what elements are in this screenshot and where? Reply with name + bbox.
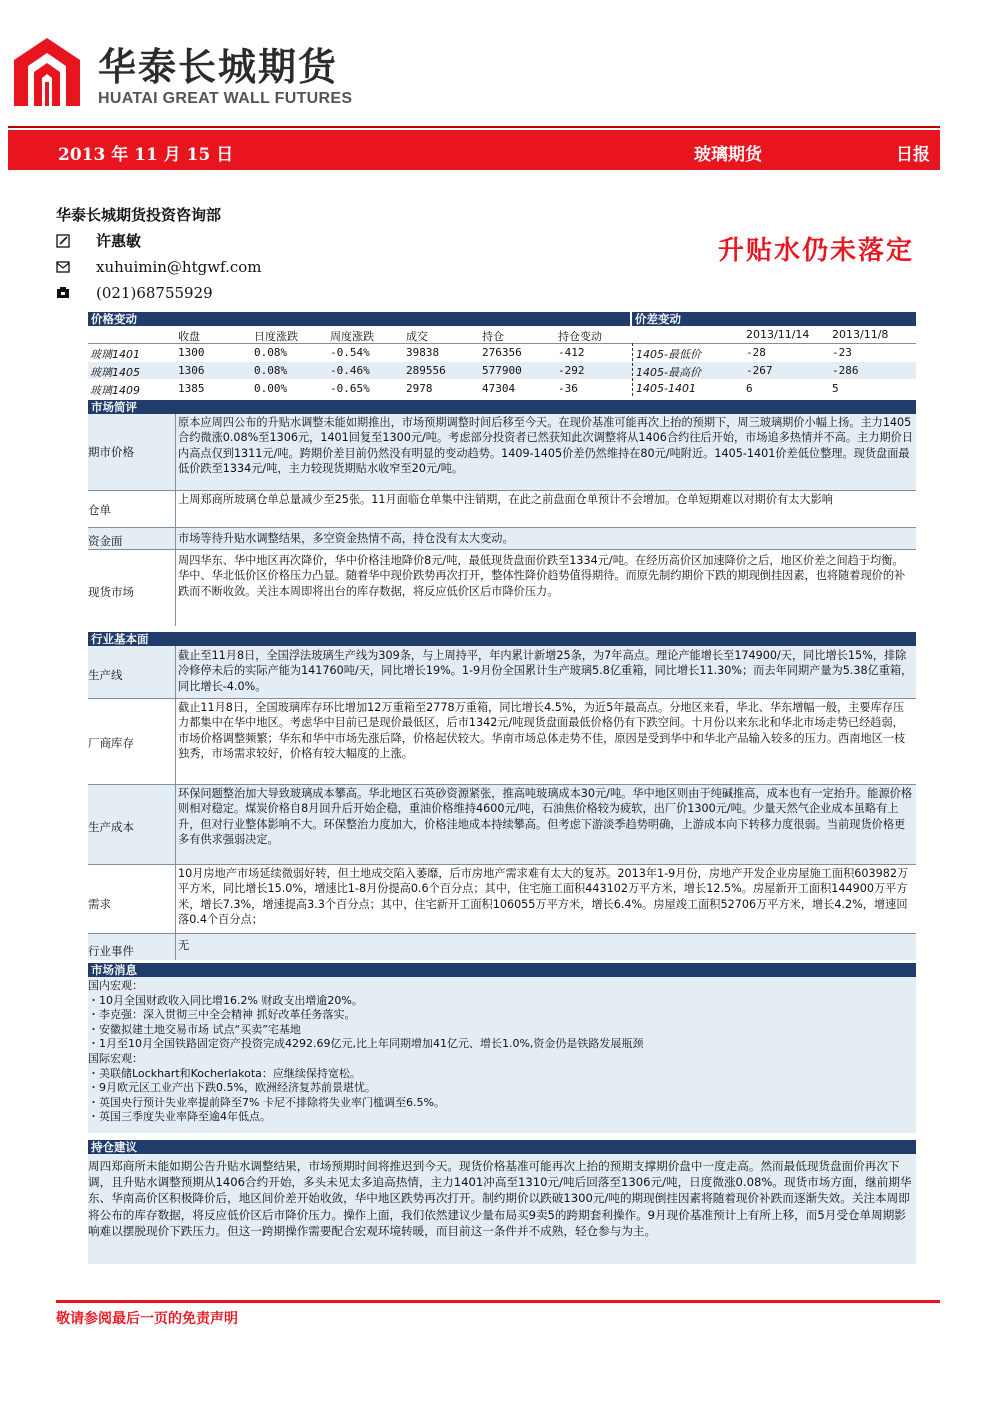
row-divider [88, 549, 916, 550]
news-item: ・1月至10月全国铁路固定资产投资完成4292.69亿元,比上年同期增加41亿元、增长1.0%,资金仍是铁路发展瓶颈 [88, 1037, 644, 1051]
col-header: 成交 [406, 330, 428, 343]
col-header: 2013/11/14 [746, 328, 810, 341]
fundamentals-row-label: 行业事件 [88, 944, 134, 958]
table-cell: -0.54% [330, 346, 370, 359]
table-cell: 5 [832, 382, 839, 395]
row-divider [88, 864, 916, 865]
table-cell: 0.00% [254, 382, 288, 395]
fundamentals-row-text: 10月房地产市场延续微弱好转，但土地成交陷入萎靡，后市房地产需求难有太大的复苏。2013年1-9月份，房地产开发企业房屋施工面积603982万平方米，同比增长15.0%，增速比1-8月份提高0.6个百分点；其中，住宅施工面积443102万平方米，增长12.5%。房屋新开工面积144900万平方米，增长7.3%，增速提高3.3个百分点；其中，住宅新开工面积106055万平方米，增长6.4%。房屋竣工面积52706万平方米，增长4.2%，增速回落0.4个百分点； [178, 867, 909, 926]
market-row-text: 原本应周四公布的升贴水调整未能如期推出，市场预期调整时间后移至今天。在现价基准可能再次上抬的预期下，周三玻璃期价小幅上扬。主力1405合约微涨0.08%至1306元，1401回复至1300元/吨。考虑部分投资者已然获知此次调整将从1406合约往后开始，市场追多热情并不高。主力期价日内高点仅到1311元/吨。跨期价差目前仍然没有明显的变动趋势。1409-1405价差仍然维持在80元/吨附近。1405-1401价差低位整理。现货盘面最低价跌至1334元/吨，主力较现货期贴水收窄至20元/吨。 [178, 416, 913, 475]
fundamentals-row-text: 无 [178, 939, 190, 952]
report-type: 日报 [896, 145, 930, 165]
news-item: ・英国央行预计失业率提前降至7% 卡尼不排除将失业率门槛调至6.5%。 [88, 1095, 445, 1109]
fundamentals-row-label: 需求 [88, 897, 111, 911]
col-header: 持仓变动 [558, 330, 602, 343]
market-row-label: 仓单 [88, 503, 111, 517]
table-cell: 577900 [482, 364, 522, 377]
table-cell: 47304 [482, 382, 516, 395]
table-row-label: 玻璃1405 [90, 366, 140, 379]
author-row [56, 230, 141, 251]
table-row-label: 玻璃1409 [90, 384, 140, 397]
row-divider [88, 343, 916, 344]
report-date: 2013 年 11 月 15 日 [58, 145, 234, 165]
table-cell: -0.46% [330, 364, 370, 377]
banner-top-rule [8, 126, 940, 128]
market-row-label: 资金面 [88, 534, 123, 548]
table-cell: 6 [746, 382, 753, 395]
market-row-label: 现货市场 [88, 585, 134, 599]
company-logo [14, 38, 80, 106]
price-section-header: 价格变动 [88, 312, 630, 326]
fundamentals-row-text: 截止11月8日，全国玻璃库存环比增加12万重箱至2778万重箱，同比增长4.5%，为近5年最高点。分地区来看，华北、华东增幅一般，主要库存压力都集中在华中地区。考虑华中目前已是现价最低区，后市1342元/吨现货盘面最低价格仍有下跌空间。十月份以来东北和华北市场走势已经趋弱，市场价格调整频繁；华东和华中市场先涨后降，价格起伏较大。华南市场总体走势不佳，原因是受到华中和华北产品输入较多的压力。西南地区一枝独秀，市场需求较好，价格有较大幅度的上涨。 [178, 701, 906, 760]
phone-row [56, 284, 213, 302]
table-row-label: 玻璃1401 [90, 348, 140, 361]
table-row-label: 1405-最高价 [636, 366, 701, 379]
brand-name-en: HUATAI GREAT WALL FUTURES [98, 90, 353, 107]
news-section-header: 市场消息 [88, 963, 916, 977]
fundamentals-row-text: 环保问题整治加大导致玻璃成本攀高。华北地区石英砂资源紧张，推高吨玻璃成本30元/吨。华中地区则由于纯碱推高，成本也有一定抬升。能源价格则相对稳定。煤炭价格自8月回升后开始企稳，重油价格维持4600元/吨，石油焦价格较为疲软，出厂价1300元/吨。少量天然气企业成本虽略有上升，但对行业整体影响不大。环保整治力度加大，价格洼地成本持续攀高。但考虑下游淡季趋势明确，上游成本向下转移力度很弱。当前现货价格更多有供求强弱决定。 [178, 787, 913, 846]
fundamentals-row-label: 厂商库存 [88, 736, 134, 750]
row-divider [88, 698, 916, 699]
fundamentals-row-label: 生产成本 [88, 820, 134, 834]
table-cell: 1306 [178, 364, 205, 377]
market-row-text: 上周郑商所玻璃仓单总量减少至25张。11月面临仓单集中注销期，在此之前盘面仓单预计不会增加。仓单短期难以对期价有太大影响 [178, 493, 833, 506]
table-cell: 1385 [178, 382, 205, 395]
footer-rule [56, 1300, 940, 1303]
news-item: ・美联储Lockhart和Kocherlakota：应继续保持宽松。 [88, 1066, 361, 1080]
table-cell: 276356 [482, 346, 522, 359]
table-cell: -0.65% [330, 382, 370, 395]
date-banner [8, 130, 940, 170]
brand-name-cn: 华泰长城期货 [98, 45, 339, 89]
col-header: 收盘 [178, 330, 200, 343]
market-row-label: 期市价格 [88, 445, 134, 459]
table-cell: 289556 [406, 364, 446, 377]
news-heading: 国际宏观： [88, 1051, 143, 1065]
table-cell: 2978 [406, 382, 433, 395]
news-item: ・李克强：深入贯彻三中全会精神 抓好改革任务落实。 [88, 1008, 356, 1022]
news-item: ・英国三季度失业率降至逾4年低点。 [88, 1110, 271, 1124]
table-row-label: 1405-最低价 [636, 348, 701, 361]
spread-section-header: 价差变动 [632, 312, 916, 326]
table-cell: -23 [832, 346, 852, 359]
market-section-header: 市场简评 [88, 400, 916, 414]
news-item: ・安徽拟建土地交易市场 试点“买卖”宅基地 [88, 1022, 301, 1036]
fundamentals-section-header: 行业基本面 [88, 632, 916, 646]
col-header: 周度涨跌 [330, 330, 374, 343]
report-headline: 升贴水仍未落定 [718, 236, 915, 266]
edit-icon [56, 234, 70, 248]
news-item: ・10月全国财政收入同比增16.2% 财政支出增逾20%。 [88, 993, 363, 1007]
table-cell: -286 [832, 364, 859, 377]
col-header: 2013/11/8 [832, 328, 889, 341]
department-name: 华泰长城期货投资咨询部 [56, 206, 222, 224]
author-phone: (021)68755929 [96, 284, 213, 302]
table-cell: -36 [558, 382, 578, 395]
table-cell: 39838 [406, 346, 440, 359]
table-column-divider [175, 646, 176, 960]
envelope-icon [56, 260, 70, 274]
table-cell: 0.08% [254, 346, 288, 359]
table-cell: 1300 [178, 346, 205, 359]
disclaimer-note: 敬请参阅最后一页的免责声明 [56, 1311, 238, 1327]
advice-section-header: 持仓建议 [88, 1140, 916, 1154]
col-header: 持仓 [482, 330, 504, 343]
table-cell: -292 [558, 364, 585, 377]
news-heading: 国内宏观： [88, 979, 143, 992]
table-column-divider [175, 414, 176, 626]
news-list [88, 979, 914, 1125]
col-header: 日度涨跌 [254, 330, 298, 343]
market-row-text: 周四华东、华中地区再次降价，华中价格洼地降价8元/吨，最低现货盘面价跌至1334元/吨。在经历高价区加速降价之后，地区价差之间趋于均衡。华中、华北低价区价格压力凸显。随着华中现价跌势再次打开，整体性降价趋势值得期待。而原先制约期价下跌的期现倒挂因素，也将随着现价的补跌而不断收敛。关注本周即将出台的库存数据，将反应低价区后市降价压力。 [178, 554, 906, 598]
author-email[interactable]: xuhuimin@htgwf.com [96, 258, 262, 276]
table-cell: -412 [558, 346, 585, 359]
row-divider [88, 490, 916, 491]
table-cell: 0.08% [254, 364, 288, 377]
table-cell: -267 [746, 364, 773, 377]
phone-icon [56, 286, 70, 300]
email-row [56, 258, 262, 276]
advice-text: 周四郑商所未能如期公告升贴水调整结果，市场预期时间将推迟到今天。现货价格基准可能再次上抬的预期支撑期价盘中一度走高。然而最低现货盘面价再次下调，且升贴水调整预期从1406合约开始，多头未见太多追高热情，主力1401冲高至1310元/吨后回落至1306元/吨，日度微涨0.08%。现货市场方面，继前期华东、华南高价区积极降价后，地区间价差开始收敛，华中地区跌势再次打开。制约期价以跌破1300元/吨的期现倒挂因素将随着现价补跌而逐渐失效。关注本周即将公布的库存数据，将反应低价区后市降价压力。操作上面，我们依然建议少量布局买9卖5的跨期套利操作。9月现价基准预计上有所上移，而5月受仓单周期影响难以摆脱现价下跌压力。但这一跨期操作需要配合宏观环境转暖，而目前这一条件并不成熟，轻仓参与为主。 [88, 1159, 912, 1238]
table-column-divider [632, 343, 634, 396]
fundamentals-row-text: 截止至11月8日，全国浮法玻璃生产线为309条，与上周持平，年内累计新增25条，为7年高点。理论产能增长至174900/天，同比增长15%，排除冷修停未后的实际产能为141760吨/天，同比增长19%。1-9月份全国累计生产玻璃5.8亿重箱，同比增长11.30%；而去年同期产量为5.38亿重箱，同比增长-4.0%。 [178, 649, 913, 693]
author-name: 许惠敏 [96, 232, 142, 250]
table-row-label: 1405-1401 [636, 382, 696, 395]
table-cell: -28 [746, 346, 766, 359]
market-row-text: 市场等待升贴水调整结果，多空资金热情不高，持仓没有太大变动。 [178, 532, 514, 545]
report-category: 玻璃期货 [694, 145, 762, 165]
fundamentals-row-label: 生产线 [88, 668, 123, 682]
news-item: ・9月欧元区工业产出下跌0.5%，欧洲经济复苏前景堪忧。 [88, 1081, 376, 1095]
